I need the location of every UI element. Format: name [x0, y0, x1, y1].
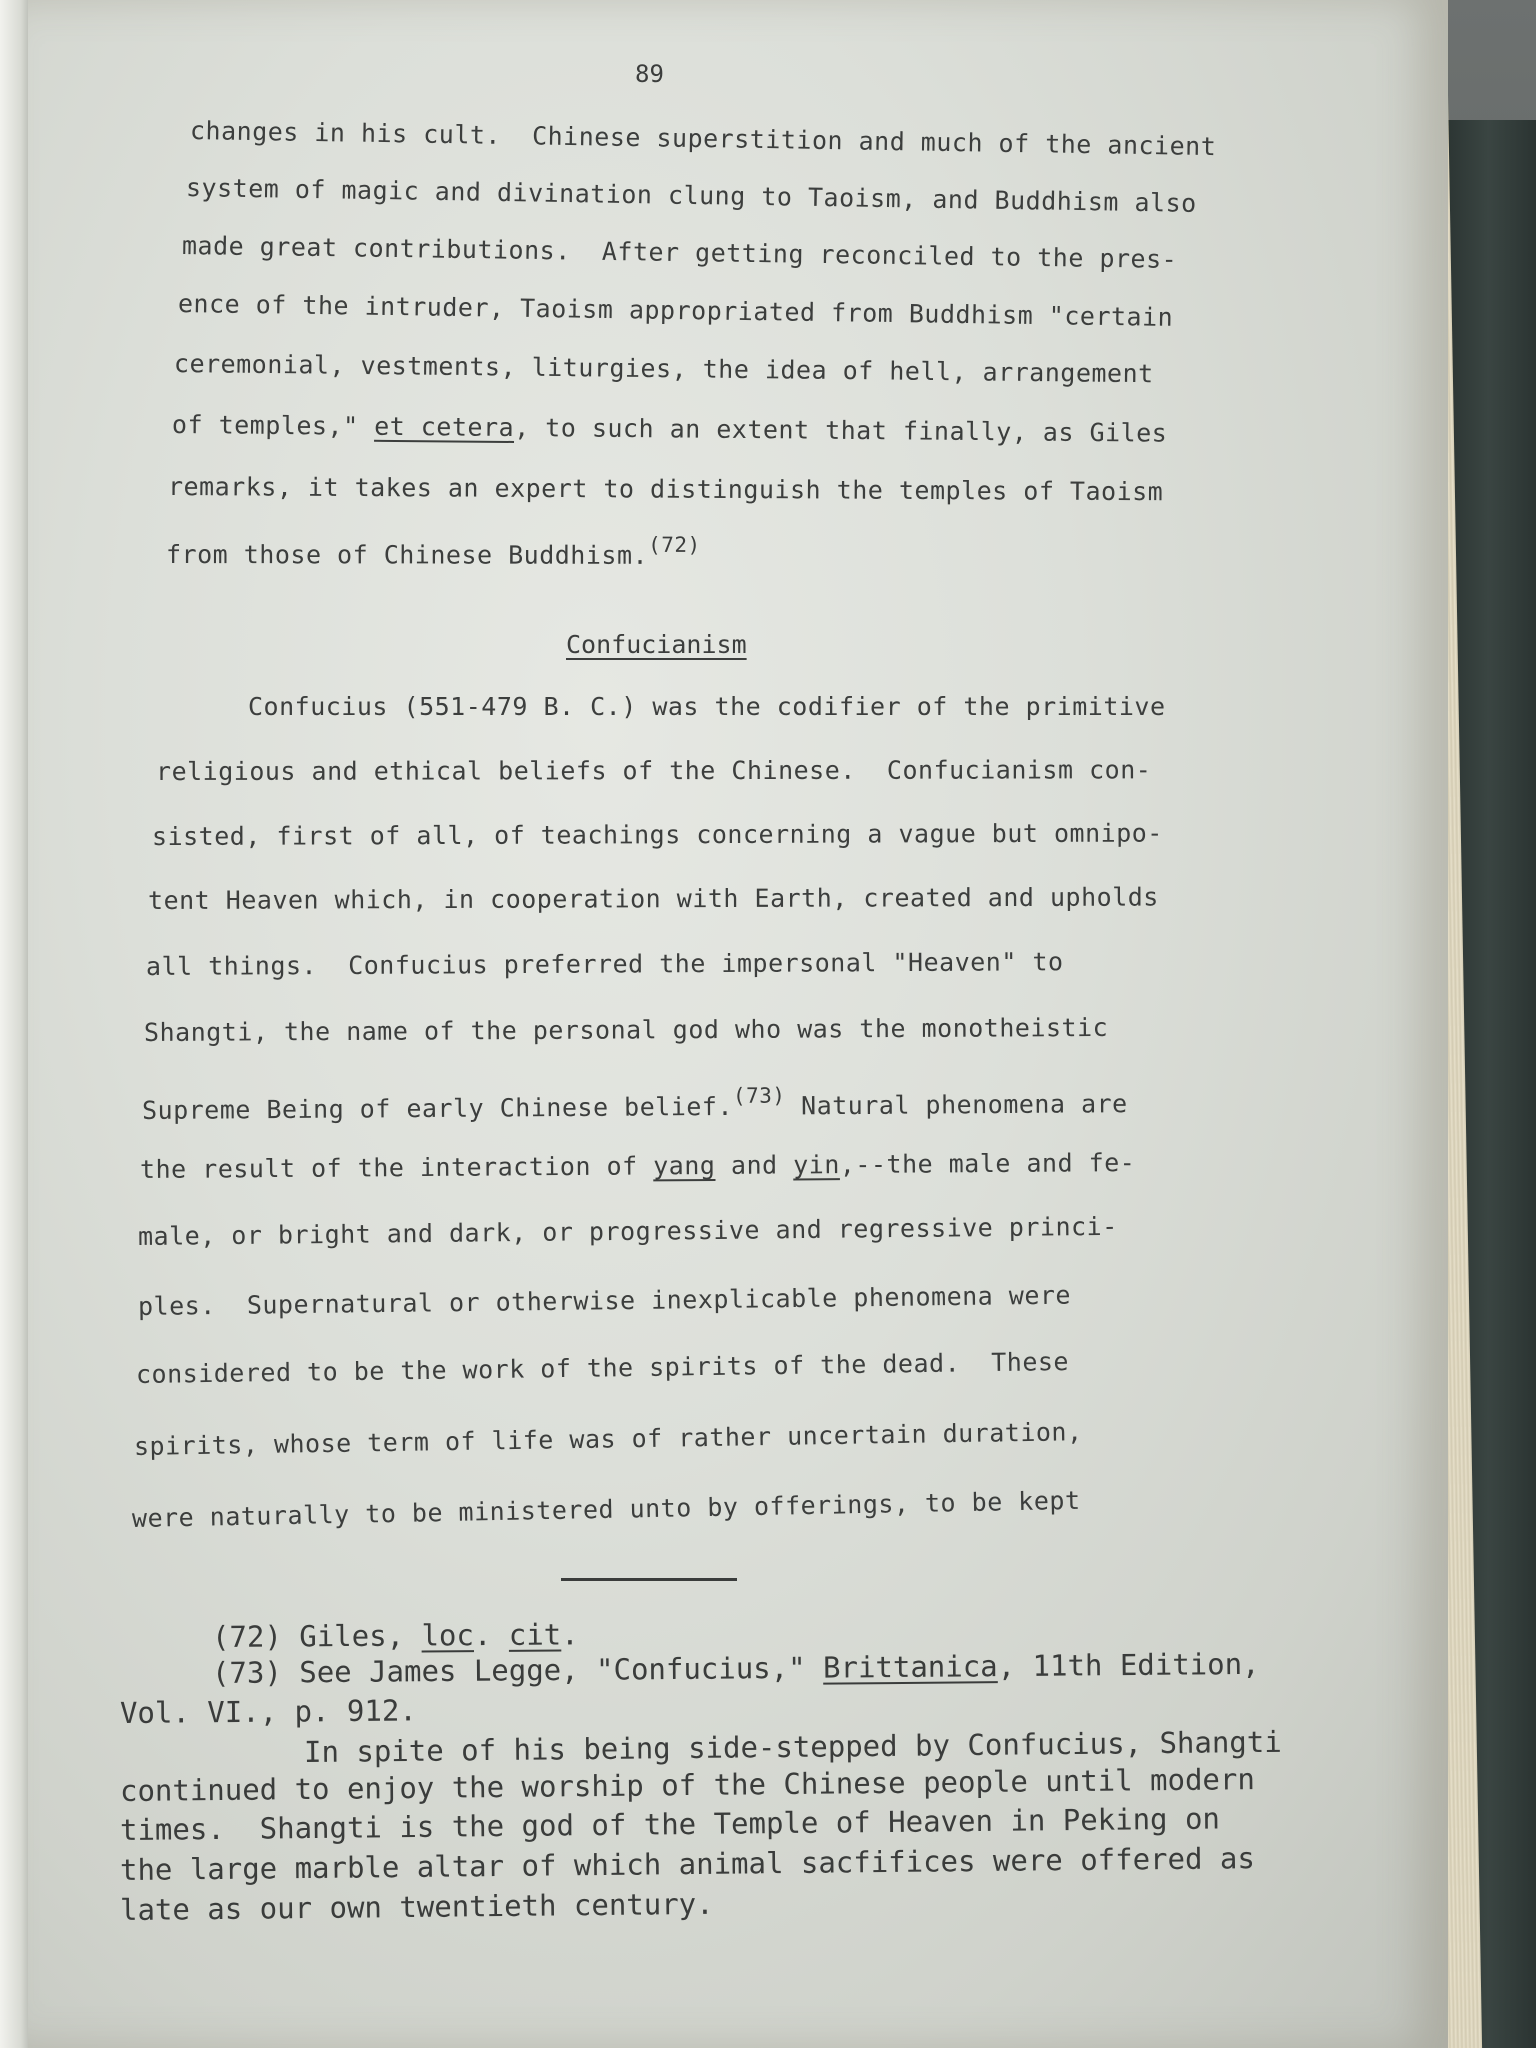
text-line: remarks, it takes an expert to distinguish the temples of Taoism: [167, 472, 1164, 507]
footnote-text-line: late as our own twentieth century.: [119, 1886, 714, 1927]
text-line: changes in his cult. Chinese superstition and much of the ancient: [189, 116, 1217, 162]
text-line: religious and ethical beliefs of the Chinese. Confucianism con-: [155, 755, 1152, 786]
book-page: [28, 0, 1448, 2048]
text-line: spirits, whose term of life was of rather uncertain duration,: [133, 1417, 1083, 1461]
text-line: of temples," et cetera, to such an extent that finally, as Giles: [171, 410, 1168, 448]
footnote-text-line: the large marble altar of which animal sacfifices were offered as: [119, 1841, 1255, 1887]
text-line: Shangti, the name of the personal god who was the monotheistic: [143, 1012, 1109, 1047]
yin-underlined: yin: [793, 1150, 840, 1180]
footnote-ref-73: (73): [732, 1083, 786, 1108]
footnote-ref-72: (72): [648, 532, 701, 557]
et-cetera-underlined: et cetera: [374, 411, 515, 442]
text-line: were naturally to be ministered unto by offerings, to be kept: [131, 1485, 1081, 1533]
yang-underlined: yang: [653, 1150, 716, 1181]
text-line: male, or bright and dark, or progressive and regressive princi-: [137, 1211, 1118, 1251]
section-heading: Confucianism: [566, 630, 747, 659]
text-line: from those of Chinese Buddhism.$^{(72)}$: [165, 532, 701, 570]
text-line: all things. Confucius preferred the impersonal "Heaven" to: [145, 947, 1064, 981]
footnote-text-line: In spite of his being side-stepped by Confucius, Shangti: [303, 1724, 1282, 1769]
text-line: system of magic and divination clung to Taoism, and Buddhism also: [185, 173, 1197, 218]
page-number: 89: [635, 60, 664, 88]
text-line: made great contributions. After getting reconciled to the pres-: [181, 231, 1178, 274]
text-line: ceremonial, vestments, liturgies, the idea of hell, arrangement: [173, 349, 1154, 389]
footnote-72: (72) Giles, loc. cit.: [211, 1617, 579, 1654]
footnote-text-line: continued to enjoy the worship of the Chinese people until modern: [119, 1762, 1255, 1808]
text-line: ence of the intruder, Taoism appropriated from Buddhism "certain: [177, 289, 1174, 332]
adjacent-page-edge: [0, 0, 30, 2048]
footnote-73-cont: Vol. VI., p. 912.: [119, 1693, 417, 1730]
footnote-divider: [561, 1578, 737, 1581]
text-line: Supreme Being of early Chinese belief.$^{(73)}$ Natural phenomena are: [141, 1083, 1128, 1125]
text-line: tent Heaven which, in cooperation with Earth, created and upholds: [147, 882, 1159, 915]
footnote-text-line: times. Shangti is the god of the Temple of Heaven in Peking on: [119, 1801, 1221, 1847]
text-line: sisted, first of all, of teachings concerning a vague but omnipo-: [151, 818, 1163, 851]
text-line: ples. Supernatural or otherwise inexplicable phenomena were: [137, 1280, 1072, 1321]
brittanica-underlined: Brittanica: [822, 1649, 998, 1685]
text-line: the result of the interaction of yang and yin,--the male and fe-: [139, 1148, 1136, 1184]
footnote-73: (73) See James Legge, "Confucius," Brittanica, 11th Edition,: [211, 1646, 1260, 1690]
text-line: considered to be the work of the spirits of the dead. These: [135, 1346, 1070, 1389]
text-line: Confucius (551-479 B. C.) was the codifier of the primitive: [248, 692, 1166, 721]
